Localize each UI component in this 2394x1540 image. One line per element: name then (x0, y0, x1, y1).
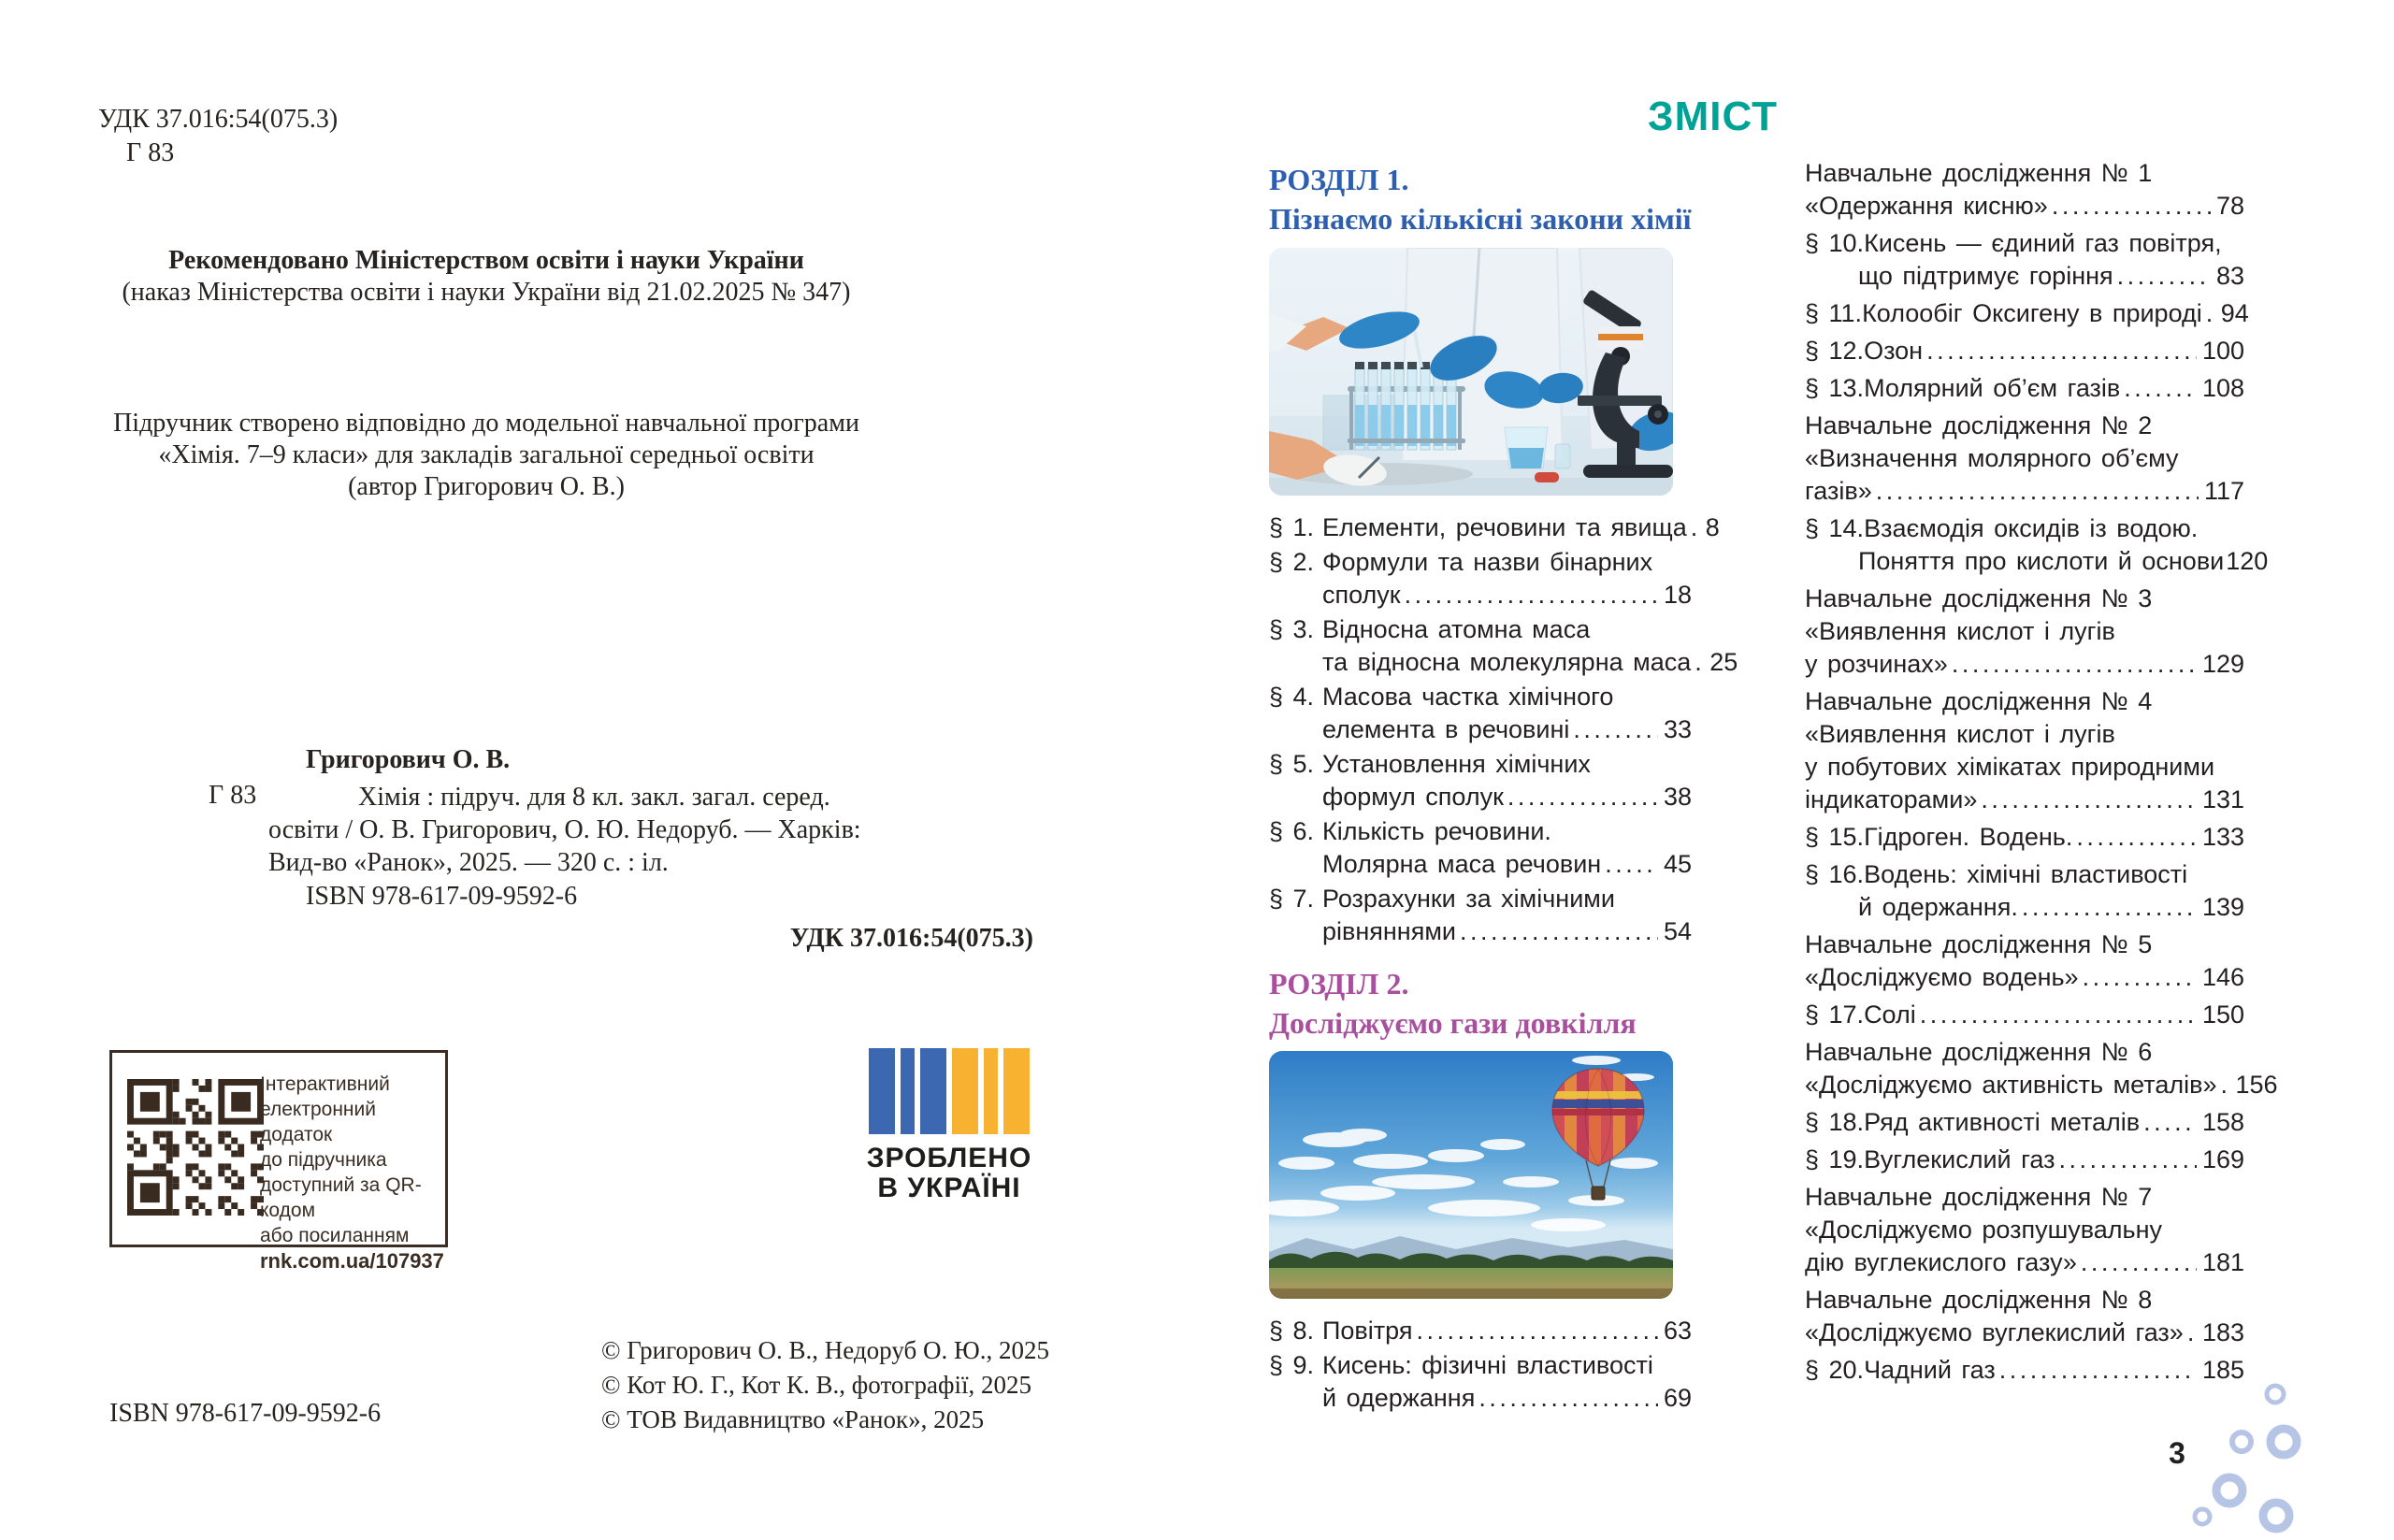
toc-paragraph-label: § 4. (1269, 683, 1315, 711)
toc-dot-leader (1926, 335, 2197, 367)
toc-entry (1805, 1181, 2244, 1279)
toc-page-number: 63 (1663, 1317, 1692, 1345)
chapter-2-heading (1269, 964, 1718, 1043)
toc-dot-leader (2187, 1317, 2197, 1349)
toc-entry-text: Взаємодія оксидів із водою. (1864, 514, 2199, 542)
toc-paragraph-label: § 2. (1269, 548, 1315, 576)
toc-entry-text: газів» (1805, 477, 1872, 505)
toc-entry (1805, 1036, 2278, 1101)
toc-entry-text: Колообіг Оксигену в природі (1862, 299, 2202, 327)
toc-dot-leader (1478, 1382, 1658, 1415)
toc-entry-text: у побутових хімікатах природними (1805, 753, 2215, 781)
toc-page-number: 45 (1663, 850, 1692, 878)
toc-entry (1269, 815, 1692, 881)
toc-page-number: 120 (2226, 547, 2269, 575)
program-note-line: Підручник створено відповідно до модельної навчальної програми (113, 409, 859, 438)
toc-entry (1805, 410, 2244, 508)
chapter-title: Пізнаємо кількісні закони хімії (1269, 202, 1692, 236)
udc-classification-block (98, 103, 338, 170)
hot-air-balloon-photo (1269, 1051, 1673, 1299)
toc-entry (1805, 1144, 2244, 1176)
toc-paragraph-label: § 18. (1805, 1108, 1865, 1136)
udc-number: УДК 37.016:54(075.3) (98, 105, 339, 134)
toc-paragraph-label: § 14. (1805, 514, 1865, 542)
copyright-line: © Григорович О. В., Недоруб О. Ю., 2025 (601, 1336, 1049, 1364)
toc-paragraph-label: § 10. (1805, 229, 1865, 257)
toc-paragraph-label: § 13. (1805, 374, 1865, 402)
toc-page-number: 69 (1663, 1384, 1692, 1412)
recommendation-line: Рекомендовано Міністерством освіти і науки України (168, 246, 804, 275)
toc-dot-leader (2117, 260, 2211, 293)
biblio-line: Вид-во «Ранок», 2025. — 320 с. : іл. (268, 848, 669, 877)
toc-dot-leader (1691, 511, 1700, 544)
toc-entry (1805, 512, 2269, 578)
toc-page-number: 133 (2201, 823, 2244, 851)
toc-entry (1805, 1106, 2244, 1139)
toc-page-number: 183 (2201, 1318, 2244, 1346)
qr-caption-line: електронний додаток (260, 1099, 376, 1145)
toc-page-number: 108 (2201, 374, 2244, 402)
toc-dot-leader (1920, 999, 2197, 1031)
chapter-number: РОЗДІЛ 1. (1269, 163, 1409, 196)
bibliographic-author: Григорович О. В. (306, 745, 511, 774)
toc-entry (1805, 999, 2244, 1031)
toc-entry-text: Молярна маса речовин (1322, 850, 1602, 878)
toc-entry-text: Навчальне дослідження № 8 (1805, 1286, 2153, 1314)
toc-page-number: 139 (2201, 893, 2244, 921)
toc-dot-leader (1507, 781, 1658, 813)
toc-entry-text: формул сполук (1322, 783, 1504, 811)
program-note-line: «Хімія. 7–9 класи» для закладів загальної середньої освіти (158, 440, 815, 469)
toc-paragraph-label: § 5. (1269, 750, 1315, 778)
toc-entry-text: Навчальне дослідження № 7 (1805, 1183, 2153, 1211)
toc-dot-leader (2081, 1246, 2197, 1279)
toc-entry-text: Формули та назви бінарних (1322, 548, 1653, 576)
toc-paragraph-label: § 11. (1805, 299, 1863, 327)
toc-dot-leader (1876, 475, 2199, 508)
toc-page-number: 100 (2201, 337, 2244, 365)
toc-entry-text: «Виявлення кислот і лугів (1805, 617, 2115, 645)
toc-entry-text: сполук (1322, 581, 1401, 609)
toc-entry (1269, 681, 1692, 746)
toc-entry-text: Вуглекислий газ (1864, 1145, 2055, 1173)
toc-entry-text: рівняннями (1322, 917, 1456, 945)
toc-entry (1805, 858, 2244, 924)
copyright-block (601, 1333, 1049, 1437)
qr-caption-line: або посиланням (260, 1225, 410, 1246)
copyright-line: © Кот Ю. Г., Кот К. В., фотографії, 2025 (601, 1371, 1031, 1399)
toc-entry-text: Ряд активності металів (1864, 1108, 2141, 1136)
toc-paragraph-label: § 8. (1269, 1317, 1315, 1345)
toc-entry-text: Відносна атомна маса (1322, 615, 1591, 643)
toc-entry-text: Масова частка хімічного (1322, 683, 1614, 711)
toc-dot-leader (2206, 297, 2215, 330)
toc-paragraph-label: § 19. (1805, 1145, 1865, 1173)
toc-page-number: 83 (2215, 262, 2244, 290)
bibliographic-index: Г 83 (209, 781, 257, 810)
qr-caption (260, 1072, 444, 1274)
toc-paragraph-label: § 1. (1269, 513, 1315, 541)
toc-entry-text: Навчальне дослідження № 1 (1805, 159, 2153, 187)
toc-entry-text: Розрахунки за хімічними (1322, 885, 1615, 913)
decorative-bubbles-icon (2174, 1373, 2315, 1540)
toc-dot-leader (2083, 961, 2197, 994)
toc-paragraph-label: § 17. (1805, 1000, 1865, 1029)
toc-entry (1805, 685, 2244, 816)
toc-entry-text: Навчальне дослідження № 3 (1805, 584, 2153, 612)
toc-paragraph-label: § 9. (1269, 1351, 1315, 1379)
toc-dot-leader (2221, 1069, 2230, 1101)
toc-entry (1269, 1315, 1692, 1347)
toc-entry-text: що підтримує горіння (1858, 262, 2113, 290)
toc-entry-text: Навчальне дослідження № 5 (1805, 930, 2153, 958)
ministry-recommendation (56, 245, 916, 309)
toc-entry-text: Навчальне дослідження № 4 (1805, 687, 2153, 715)
qr-code-icon (127, 1079, 264, 1216)
toc-page-number: 131 (2201, 785, 2244, 813)
toc-entry-text: індикаторами» (1805, 785, 1978, 813)
program-note (56, 408, 916, 503)
toc-entry (1805, 583, 2244, 681)
toc-paragraph-label: § 12. (1805, 337, 1865, 365)
toc-page-number: 117 (2203, 477, 2244, 505)
isbn-number: ISBN 978-617-09-9592-6 (306, 882, 578, 911)
toc-page-number: 185 (2201, 1356, 2244, 1384)
qr-code-panel (109, 1050, 448, 1273)
toc-entry-text: Водень: хімічні властивості (1864, 860, 2188, 888)
toc-dot-leader (2076, 821, 2197, 854)
toc-paragraph-label: § 7. (1269, 885, 1315, 913)
toc-dot-leader (1460, 915, 1658, 948)
toc-entry-text: й одержання (1322, 1384, 1476, 1412)
toc-page-number: 38 (1663, 783, 1692, 811)
toc-page-number: 94 (2220, 299, 2249, 327)
toc-page-number: 146 (2201, 963, 2244, 991)
toc-entry (1805, 1284, 2244, 1349)
made-in-ukraine-label: ЗРОБЛЕНО В УКРАЇНІ (866, 1143, 1032, 1203)
program-note-line: (автор Григорович О. В.) (348, 472, 625, 501)
toc-dot-leader (2052, 190, 2211, 223)
toc-entry-text: й одержання. (1858, 893, 2018, 921)
toc-entry-text: дію вуглекислого газу» (1805, 1248, 2077, 1276)
toc-chapter-1-list (1269, 511, 1738, 950)
toc-page-number: 18 (1663, 581, 1692, 609)
author-index: Г 83 (126, 138, 175, 167)
toc-chapter-2-list (1269, 1315, 1692, 1417)
flag-bars-icon (846, 1048, 1052, 1134)
qr-caption-line: до підручника (260, 1149, 387, 1171)
toc-entry-text: Кількість речовини. (1322, 817, 1551, 845)
toc-entry-text: Поняття про кислоти й основи (1858, 547, 2225, 575)
toc-page-number: 129 (2201, 650, 2244, 678)
toc-page-number: 25 (1709, 648, 1738, 676)
toc-dot-leader (1573, 713, 1658, 746)
toc-right-column (1805, 157, 2278, 1391)
toc-entry-text: Озон (1864, 337, 1924, 365)
toc-paragraph-label: § 16. (1805, 860, 1865, 888)
toc-dot-leader (2143, 1106, 2197, 1139)
toc-entry-text: та відносна молекулярна маса (1322, 648, 1692, 676)
toc-dot-leader (1416, 1315, 1657, 1347)
toc-entry-text: Солі (1864, 1000, 1916, 1029)
qr-caption-line: Інтерактивний (260, 1073, 390, 1095)
biblio-line: освіти / О. В. Григорович, О. Ю. Недоруб. — Харків: (268, 815, 861, 844)
toc-dot-leader (2124, 372, 2197, 405)
recommendation-order: (наказ Міністерства освіти і науки України від 21.02.2025 № 347) (122, 278, 851, 307)
toc-entry-text: елемента в речовині (1322, 715, 1570, 743)
toc-entry (1805, 372, 2244, 405)
bibliographic-description (268, 781, 876, 879)
toc-dot-leader (1695, 646, 1704, 679)
chemistry-lab-photo (1269, 248, 1673, 496)
made-in-ukraine-logo (846, 1048, 1052, 1203)
toc-entry-text: Гідроген. Водень. (1864, 823, 2073, 851)
toc-entry (1805, 157, 2244, 223)
toc-entry-text: «Визначення молярного об’єму (1805, 444, 2179, 472)
toc-dot-leader (1952, 648, 2197, 681)
toc-dot-leader (1605, 848, 1658, 881)
toc-entry (1269, 613, 1738, 679)
toc-page-number: 33 (1663, 715, 1692, 743)
toc-entry-text: Навчальне дослідження № 6 (1805, 1038, 2153, 1066)
page-number: 3 (2169, 1436, 2185, 1470)
qr-link-text: rnk.com.ua/107937 (260, 1249, 444, 1273)
isbn-bottom: ISBN 978-617-09-9592-6 (109, 1399, 382, 1428)
toc-paragraph-label: § 3. (1269, 615, 1315, 643)
toc-entry-text: Установлення хімічних (1322, 750, 1591, 778)
toc-entry-text: «Досліджуємо вуглекислий газ» (1805, 1318, 2184, 1346)
toc-page-number: 158 (2201, 1108, 2244, 1136)
toc-entry-text: Чадний газ (1864, 1356, 1996, 1384)
toc-paragraph-label: § 20. (1805, 1356, 1865, 1384)
toc-entry-text: Повітря (1322, 1317, 1413, 1345)
qr-caption-line: доступний за QR-кодом (260, 1174, 422, 1221)
toc-entry (1269, 1349, 1692, 1415)
toc-entry (1805, 227, 2244, 293)
toc-page-number: 181 (2201, 1248, 2244, 1276)
toc-entry-text: «Одержання кисню» (1805, 192, 2048, 220)
chapter-title: Досліджуємо гази довкілля (1269, 1006, 1637, 1040)
toc-dot-leader (2022, 891, 2197, 924)
toc-entry (1269, 883, 1692, 948)
toc-page-number: 156 (2235, 1071, 2278, 1099)
toc-entry-text: Молярний об’єм газів (1864, 374, 2121, 402)
toc-page-number: 8 (1705, 513, 1720, 541)
toc-entry (1805, 335, 2244, 367)
toc-entry-text: Кисень: фізичні властивості (1322, 1351, 1653, 1379)
toc-dot-leader (1405, 579, 1658, 612)
toc-entry (1269, 748, 1692, 813)
toc-entry-text: «Досліджуємо активність металів» (1805, 1071, 2217, 1099)
biblio-line: Хімія : підруч. для 8 кл. закл. загал. серед. (358, 783, 830, 812)
chapter-1-heading (1269, 160, 1718, 238)
toc-entry-text: «Досліджуємо розпушувальну (1805, 1216, 2163, 1244)
toc-entry-text: «Виявлення кислот і лугів (1805, 720, 2115, 748)
toc-dot-leader (1999, 1354, 2197, 1387)
toc-dot-leader (2058, 1144, 2196, 1176)
toc-entry-text: «Досліджуємо водень» (1805, 963, 2079, 991)
udc-number-bottom: УДК 37.016:54(075.3) (789, 924, 1033, 953)
toc-page-number: 78 (2215, 192, 2244, 220)
toc-page-number: 150 (2201, 1000, 2244, 1029)
toc-entry-text: у розчинах» (1805, 650, 1948, 678)
toc-entry (1805, 821, 2244, 854)
toc-paragraph-label: § 6. (1269, 817, 1315, 845)
toc-page-number: 54 (1663, 917, 1692, 945)
toc-entry (1269, 511, 1720, 544)
toc-paragraph-label: § 15. (1805, 823, 1865, 851)
toc-entry-text: Кисень — єдиний газ повітря, (1864, 229, 2222, 257)
chapter-number: РОЗДІЛ 2. (1269, 967, 1409, 1000)
toc-page-number: 169 (2201, 1145, 2244, 1173)
toc-entry (1269, 546, 1692, 612)
toc-entry-text: Елементи, речовини та явища (1322, 513, 1687, 541)
toc-entry (1805, 297, 2249, 330)
toc-entry-text: Навчальне дослідження № 2 (1805, 411, 2153, 439)
contents-title: ЗМІСТ (1648, 94, 1778, 139)
toc-entry (1805, 928, 2244, 994)
toc-dot-leader (1981, 784, 2197, 816)
copyright-line: © ТОВ Видавництво «Ранок», 2025 (601, 1405, 985, 1433)
